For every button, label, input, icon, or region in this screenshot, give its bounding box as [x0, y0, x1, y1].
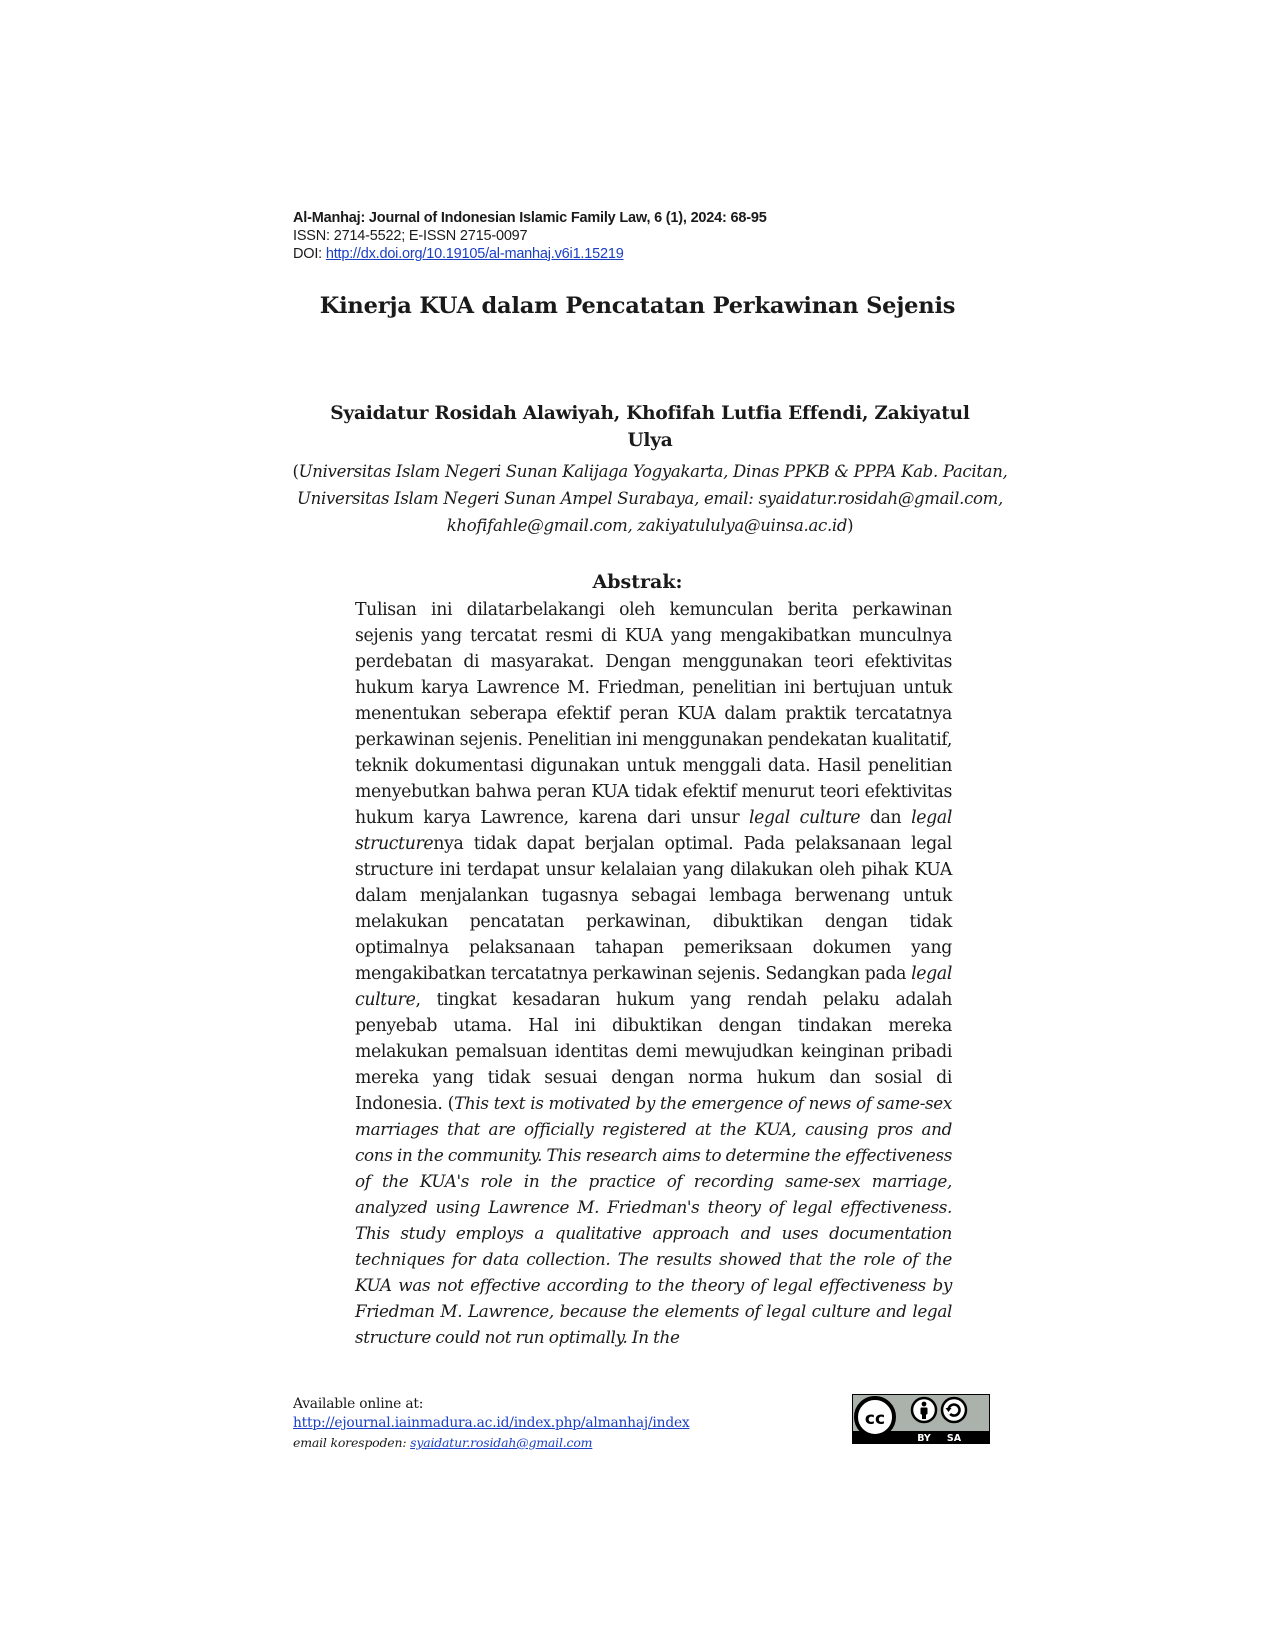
email-label: email korespoden:: [293, 1435, 411, 1450]
sa-label: SA: [946, 1433, 962, 1444]
journal-url-link[interactable]: http://ejournal.iainmadura.ac.id/index.php/almanhaj/index: [293, 1415, 690, 1431]
journal-citation: Al-Manhaj: Journal of Indonesian Islamic Family Law, 6 (1), 2024: 68-95: [293, 210, 767, 226]
correspondence-email-link[interactable]: syaidatur.rosidah@gmail.com: [410, 1435, 593, 1450]
correspondence-email-line: [293, 1433, 773, 1452]
author-line-2: Ulya: [627, 430, 673, 451]
abstract-dan: dan: [860, 808, 912, 828]
affiliation: [290, 458, 1010, 539]
abstract-body: [355, 597, 952, 1351]
abstract-legal-structure: legal structure: [355, 808, 952, 854]
abstract-english: This text is motivated by the emergence of news of same-sex marriages that are officially registered at the KUA, causing pros and cons in the community. This research aims to determine the effectiveness of the KUA's role in the practice of recording same-sex marriage, analyzed using Lawrence M. Friedman's theory of legal effectiveness. This study employs a qualitative approach and uses documentation techniques for data collection. The results showed that the role of the KUA was not effective according to the theory of legal effectiveness by Friedman M. Lawrence, because the elements of legal culture and legal structure could not run optimally. In the: [355, 1093, 953, 1347]
sa-icon: [942, 1398, 966, 1422]
abstract-part-1: Tulisan ini dilatarbelakangi oleh kemunculan berita perkawinan sejenis yang tercatat resmi di KUA yang mengakibatkan munculnya perdebatan di masyarakat. Dengan menggunakan teori efektivitas hukum karya Lawrence M. Friedman, penelitian ini bertujuan untuk menentukan seberapa efektif peran KUA dalam praktik tercatatnya perkawinan sejenis. Penelitian ini menggunakan pendekatan kualitatif, teknik dokumentasi digunakan untuk menggali data. Hasil penelitian menyebutkan bahwa peran KUA tidak efektif menurut teori efektivitas hukum karya Lawrence, karena dari unsur: [355, 600, 952, 828]
affiliation-close-paren: ): [847, 516, 854, 535]
abstract-part-2: nya tidak dapat berjalan optimal. Pada pelaksanaan legal structure ini terdapat unsur kelalaian yang dilakukan oleh pihak KUA dalam menjalankan tugasnya sebagai lembaga berwenang untuk melakukan pencatatan perkawinan, dibuktikan dengan tidak optimalnya pelaksanaan tahapan pemeriksaan dokumen yang mengakibatkan tercatatnya perkawinan sejenis. Sedangkan pada: [355, 834, 952, 984]
doi-line: [293, 245, 993, 263]
footer-info: [293, 1395, 773, 1452]
doi-label: DOI:: [293, 246, 326, 262]
journal-header: [293, 209, 993, 263]
abstract-legal-culture: legal culture: [749, 808, 861, 828]
abstract-heading: Abstrak:: [592, 571, 683, 593]
cc-by-sa-license-icon[interactable]: [852, 1394, 990, 1444]
affiliation-open-paren: (: [292, 462, 299, 481]
abstract-part-3: , tingkat kesadaran hukum yang rendah pelaku adalah penyebab utama. Hal ini dibuktikan dengan tindakan mereka melakukan pemalsuan identitas demi mewujudkan keinginan pribadi mereka yang tidak sesuai dengan norma hukum dan sosial di Indonesia. (: [355, 990, 952, 1114]
doi-link[interactable]: http://dx.doi.org/10.19105/al-manhaj.v6i1.15219: [325, 246, 624, 262]
available-online-label: Available online at:: [293, 1396, 424, 1412]
paper-title: Kinerja KUA dalam Pencatatan Perkawinan Sejenis: [319, 293, 956, 319]
affiliation-text: Universitas Islam Negeri Sunan Kalijaga Yogyakarta, Dinas PPKB & PPPA Kab. Pacitan, Universitas Islam Negeri Sunan Ampel Surabaya, email: syaidatur.rosidah@gmail.com, khofifahle@gmail.com, zakiyatululya@uinsa.ac.id: [297, 462, 1008, 535]
author-list: [300, 400, 1000, 454]
issn-line: ISSN: 2714-5522; E-ISSN 2715-0097: [293, 228, 528, 244]
abstract-legal-culture-2: legal culture: [355, 964, 952, 1010]
cc-text: cc: [864, 1409, 886, 1429]
by-label: BY: [917, 1433, 931, 1444]
author-line-1: Syaidatur Rosidah Alawiyah, Khofifah Lutfia Effendi, Zakiyatul: [330, 403, 970, 424]
